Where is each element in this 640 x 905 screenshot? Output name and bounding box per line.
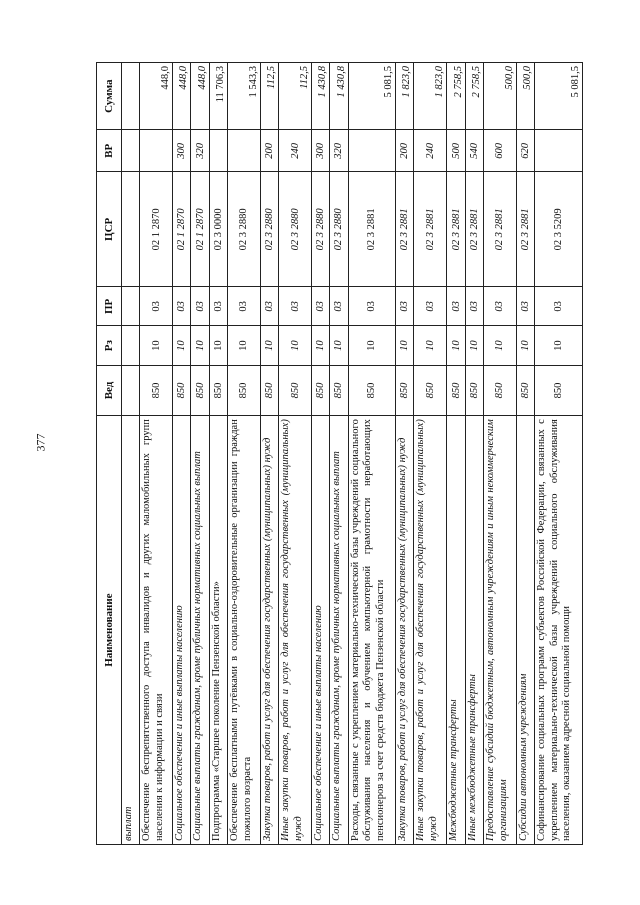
cell-name: Межбюджетные трансферты — [447, 416, 465, 845]
cell-rz: 10 — [260, 326, 278, 365]
cell-name: Социальное обеспечение и иные выплаты населению — [173, 416, 191, 845]
cell-pr: 03 — [330, 287, 348, 326]
col-header-pr: ПР — [97, 287, 122, 326]
cell-name: Обеспечение беспрепятственного доступа инвалидов и других маломобильных групп населения к информации и связи — [140, 416, 173, 845]
cell-ved: 850 — [260, 365, 278, 415]
rotated-table-frame — [96, 62, 583, 845]
cell-name: Социальные выплаты гражданам, кроме публичных нормативных социальных выплат — [191, 416, 209, 845]
cell-sum: 500,0 — [516, 63, 534, 130]
col-header-vr: ВР — [97, 130, 122, 172]
table-row — [330, 63, 348, 845]
cell-sum: 1 823,0 — [414, 63, 447, 130]
cell-sum: 5 081,5 — [535, 63, 583, 130]
cell-vr: 320 — [330, 130, 348, 172]
cell-rz: 10 — [396, 326, 414, 365]
cell-name: выплат — [122, 416, 140, 845]
table-row — [279, 63, 312, 845]
cell-pr: 03 — [414, 287, 447, 326]
cell-sum: 1 543,3 — [227, 63, 260, 130]
cell-rz: 10 — [173, 326, 191, 365]
cell-csr: 02 1 2870 — [140, 172, 173, 287]
cell-rz: 10 — [483, 326, 516, 365]
cell-pr — [122, 287, 140, 326]
cell-rz: 10 — [330, 326, 348, 365]
cell-ved: 850 — [516, 365, 534, 415]
table-row — [414, 63, 447, 845]
col-header-ved: Вед — [97, 365, 122, 415]
cell-ved: 850 — [330, 365, 348, 415]
cell-vr: 500 — [447, 130, 465, 172]
cell-rz: 10 — [414, 326, 447, 365]
cell-sum: 2 758,5 — [465, 63, 483, 130]
cell-rz: 10 — [516, 326, 534, 365]
cell-pr: 03 — [173, 287, 191, 326]
cell-vr: 300 — [312, 130, 330, 172]
cell-rz: 10 — [140, 326, 173, 365]
cell-vr: 200 — [396, 130, 414, 172]
cell-csr: 02 3 2881 — [414, 172, 447, 287]
cell-name: Иные закупки товаров, работ и услуг для обеспечения государственных (муниципальных) нужд — [279, 416, 312, 845]
cell-pr: 03 — [227, 287, 260, 326]
cell-vr — [227, 130, 260, 172]
cell-csr: 02 3 2880 — [260, 172, 278, 287]
cell-name: Иные закупки товаров, работ и услуг для обеспечения государственных (муниципальных) нужд — [414, 416, 447, 845]
cell-ved: 850 — [414, 365, 447, 415]
cell-vr: 240 — [279, 130, 312, 172]
cell-name: Закупка товаров, работ и услуг для обеспечения государственных (муниципальных) нужд — [260, 416, 278, 845]
cell-name: Расходы, связанные с укреплением материально-технической базы учреждений социального обслуживания населения и обучением компьютерной грамотности неработающих пенсионеров за счет средств бюджета Пензенской области — [348, 416, 396, 845]
cell-name: Иные межбюджетные трансферты — [465, 416, 483, 845]
cell-ved: 850 — [173, 365, 191, 415]
cell-pr: 03 — [483, 287, 516, 326]
col-header-csr: ЦСР — [97, 172, 122, 287]
cell-csr: 02 3 2881 — [483, 172, 516, 287]
cell-pr: 03 — [516, 287, 534, 326]
cell-pr: 03 — [465, 287, 483, 326]
cell-rz: 10 — [535, 326, 583, 365]
cell-csr: 02 3 2881 — [465, 172, 483, 287]
cell-sum: 2 758,5 — [447, 63, 465, 130]
table-row — [516, 63, 534, 845]
cell-csr: 02 3 2880 — [312, 172, 330, 287]
cell-pr: 03 — [348, 287, 396, 326]
cell-sum: 1 823,0 — [396, 63, 414, 130]
cell-pr: 03 — [140, 287, 173, 326]
cell-ved: 850 — [312, 365, 330, 415]
cell-name: Социальное обеспечение и иные выплаты населению — [312, 416, 330, 845]
cell-name: Предоставление субсидий бюджетным, автономным учреждениям и иным некоммерческим организациям — [483, 416, 516, 845]
table-row — [535, 63, 583, 845]
cell-rz — [122, 326, 140, 365]
table-row — [140, 63, 173, 845]
budget-table — [96, 62, 583, 845]
cell-sum: 5 081,5 — [348, 63, 396, 130]
cell-vr — [140, 130, 173, 172]
cell-csr: 02 3 2880 — [330, 172, 348, 287]
table-row — [465, 63, 483, 845]
cell-ved: 850 — [191, 365, 209, 415]
cell-csr: 02 3 2881 — [447, 172, 465, 287]
table-row — [122, 63, 140, 845]
table-row — [173, 63, 191, 845]
table-body — [122, 63, 583, 845]
cell-sum: 112,5 — [260, 63, 278, 130]
cell-pr: 03 — [260, 287, 278, 326]
cell-sum: 1 430,8 — [330, 63, 348, 130]
cell-csr: 02 3 2881 — [348, 172, 396, 287]
cell-vr: 620 — [516, 130, 534, 172]
cell-ved: 850 — [140, 365, 173, 415]
cell-vr — [535, 130, 583, 172]
table-row — [209, 63, 227, 845]
table-row — [227, 63, 260, 845]
cell-ved: 850 — [396, 365, 414, 415]
cell-rz: 10 — [465, 326, 483, 365]
cell-csr: 02 3 2880 — [227, 172, 260, 287]
cell-vr: 540 — [465, 130, 483, 172]
cell-sum: 448,0 — [140, 63, 173, 130]
cell-csr: 02 1 2870 — [173, 172, 191, 287]
col-header-name: Наименование — [97, 416, 122, 845]
cell-sum: 1 430,8 — [312, 63, 330, 130]
cell-ved: 850 — [447, 365, 465, 415]
table-row — [396, 63, 414, 845]
cell-name: Закупка товаров, работ и услуг для обеспечения государственных (муниципальных) нужд — [396, 416, 414, 845]
cell-pr: 03 — [447, 287, 465, 326]
table-row — [260, 63, 278, 845]
table-row — [348, 63, 396, 845]
cell-rz: 10 — [191, 326, 209, 365]
cell-ved — [122, 365, 140, 415]
cell-rz: 10 — [312, 326, 330, 365]
cell-ved: 850 — [465, 365, 483, 415]
table-row — [483, 63, 516, 845]
cell-vr — [209, 130, 227, 172]
cell-ved: 850 — [348, 365, 396, 415]
cell-rz: 10 — [348, 326, 396, 365]
cell-csr: 02 3 2880 — [279, 172, 312, 287]
page-number: 377 — [33, 433, 48, 452]
cell-name: Субсидии автономным учреждениям — [516, 416, 534, 845]
cell-name: Софинансирование социальных программ субъектов Российской Федерации, связанных с укреплением материально-технической базы учреждений социального обслуживания населения, оказанием адресной социальной помощи — [535, 416, 583, 845]
cell-sum — [122, 63, 140, 130]
cell-rz: 10 — [447, 326, 465, 365]
cell-sum: 112,5 — [279, 63, 312, 130]
cell-rz: 10 — [209, 326, 227, 365]
cell-ved: 850 — [279, 365, 312, 415]
cell-pr: 03 — [191, 287, 209, 326]
cell-name: Социальные выплаты гражданам, кроме публичных нормативных социальных выплат — [330, 416, 348, 845]
cell-ved: 850 — [483, 365, 516, 415]
cell-csr: 02 3 2881 — [396, 172, 414, 287]
cell-sum: 448,0 — [191, 63, 209, 130]
cell-sum: 500,0 — [483, 63, 516, 130]
cell-vr — [348, 130, 396, 172]
cell-csr: 02 3 5209 — [535, 172, 583, 287]
cell-ved: 850 — [227, 365, 260, 415]
table-header-row — [97, 63, 122, 845]
table-row — [447, 63, 465, 845]
cell-pr: 03 — [312, 287, 330, 326]
cell-ved: 850 — [209, 365, 227, 415]
cell-pr: 03 — [279, 287, 312, 326]
cell-rz: 10 — [279, 326, 312, 365]
cell-pr: 03 — [209, 287, 227, 326]
table-row — [312, 63, 330, 845]
cell-name: Подпрограмма «Старшее поколение Пензенской области» — [209, 416, 227, 845]
cell-vr: 240 — [414, 130, 447, 172]
table-row — [191, 63, 209, 845]
cell-sum: 11 706,3 — [209, 63, 227, 130]
cell-vr: 320 — [191, 130, 209, 172]
cell-ved: 850 — [535, 365, 583, 415]
cell-sum: 448,0 — [173, 63, 191, 130]
cell-vr: 600 — [483, 130, 516, 172]
cell-name: Обеспечение бесплатными путёвками в социально-оздоровительные организации граждан пожилого возраста — [227, 416, 260, 845]
cell-csr — [122, 172, 140, 287]
cell-vr: 300 — [173, 130, 191, 172]
cell-vr — [122, 130, 140, 172]
cell-vr: 200 — [260, 130, 278, 172]
table-container — [96, 62, 583, 845]
col-header-rz: Рз — [97, 326, 122, 365]
cell-csr: 02 1 2870 — [191, 172, 209, 287]
col-header-sum: Сумма — [97, 63, 122, 130]
cell-rz: 10 — [227, 326, 260, 365]
cell-pr: 03 — [396, 287, 414, 326]
cell-pr: 03 — [535, 287, 583, 326]
cell-csr: 02 3 0000 — [209, 172, 227, 287]
cell-csr: 02 3 2881 — [516, 172, 534, 287]
